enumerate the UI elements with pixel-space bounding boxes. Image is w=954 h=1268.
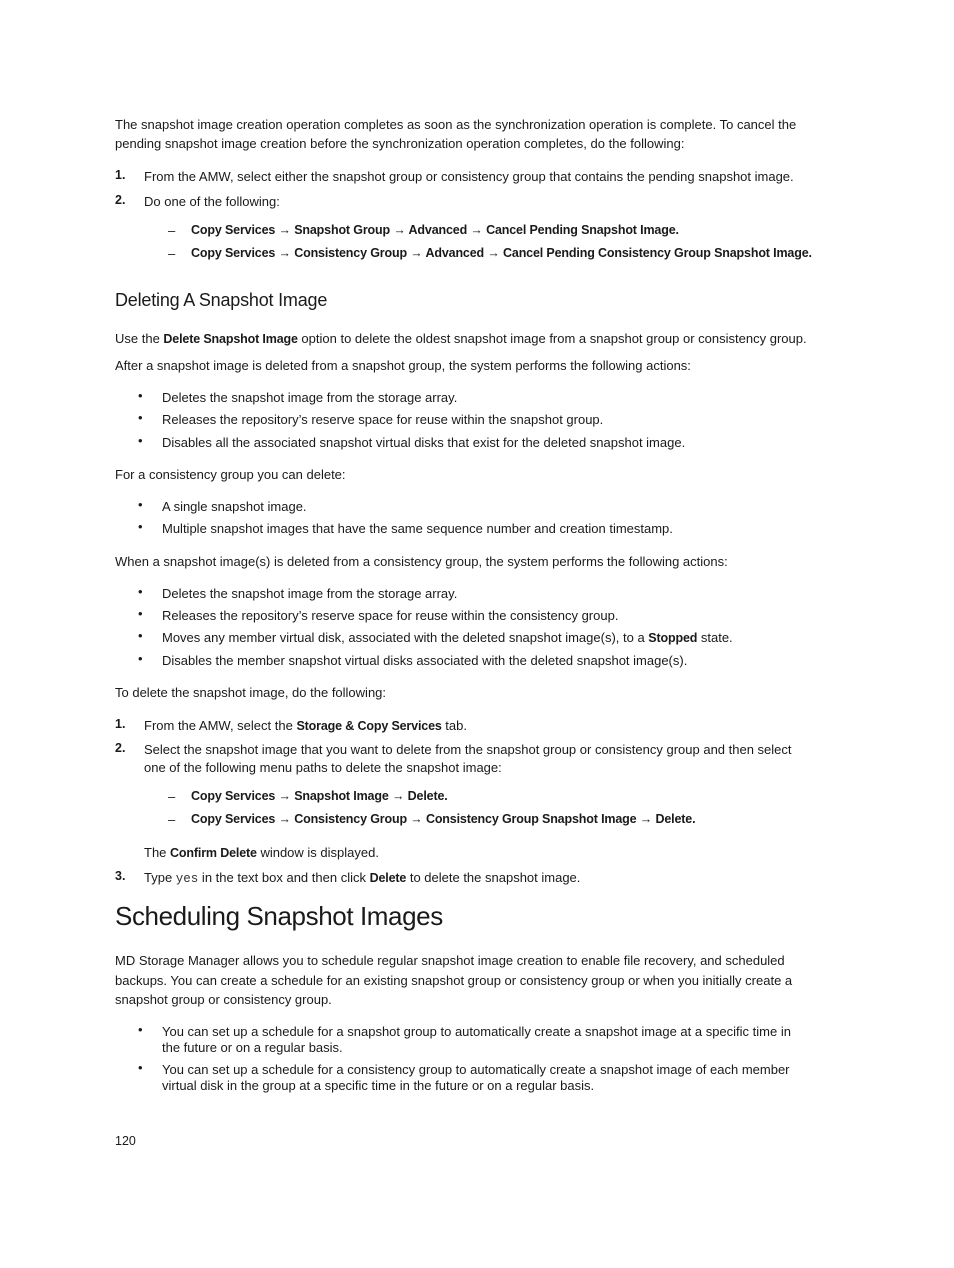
scheduling-paragraph-line-3: snapshot group or consistency group.	[115, 992, 332, 1007]
delete-step-1: From the AMW, select the Storage & Copy Services tab.	[144, 718, 467, 733]
delete-menu-path-2: Copy Services → Consistency Group → Consistency Group Snapshot Image → Delete.	[191, 812, 696, 826]
list-item: Disables all the associated snapshot virtual disks that exist for the deleted snapshot image.	[162, 435, 686, 450]
section-heading-scheduling: Scheduling Snapshot Images	[115, 901, 443, 931]
step-number: 1.	[115, 717, 126, 731]
list-item: A single snapshot image.	[162, 499, 307, 514]
page-number: 120	[115, 1134, 136, 1148]
bullet-marker: •	[138, 628, 143, 643]
intro-line-2: pending snapshot image creation before the synchronization operation completes, do the following:	[115, 136, 685, 151]
list-item: Multiple snapshot images that have the same sequence number and creation timestamp.	[162, 521, 673, 536]
list-item: Deletes the snapshot image from the storage array.	[162, 586, 458, 601]
bullet-marker: •	[138, 388, 143, 403]
list-item: virtual disk in the group at a specific time in the future or on a regular basis.	[162, 1078, 595, 1093]
list-item: Deletes the snapshot image from the storage array.	[162, 390, 458, 405]
scheduling-paragraph-line-1: MD Storage Manager allows you to schedule regular snapshot image creation to enable file recovery, and scheduled	[115, 953, 785, 968]
bullet-marker: •	[138, 410, 143, 425]
bullet-marker: •	[138, 606, 143, 621]
bullet-marker: •	[138, 519, 143, 534]
step-number: 3.	[115, 869, 126, 883]
cancel-menu-path-2: Copy Services → Consistency Group → Advanced → Cancel Pending Consistency Group Snapshot Image.	[191, 246, 812, 260]
list-item: Releases the repository’s reserve space for reuse within the snapshot group.	[162, 412, 604, 427]
cancel-step-2: Do one of the following:	[144, 194, 280, 209]
step-number: 2.	[115, 741, 126, 755]
cg-actions-intro: When a snapshot image(s) is deleted from a consistency group, the system performs the following actions:	[115, 554, 728, 569]
list-item: Releases the repository’s reserve space for reuse within the consistency group.	[162, 608, 619, 623]
section-heading-deleting: Deleting A Snapshot Image	[115, 290, 328, 310]
cg-intro: For a consistency group you can delete:	[115, 467, 346, 482]
delete-step-2-line-2: one of the following menu paths to delete the snapshot image:	[144, 760, 502, 775]
after-paragraph: After a snapshot image is deleted from a snapshot group, the system performs the following actions:	[115, 358, 691, 373]
delete-menu-path-1: Copy Services → Snapshot Image → Delete.	[191, 789, 448, 803]
intro-line-1: The snapshot image creation operation completes as soon as the synchronization operation is complete. To cancel the	[115, 117, 797, 132]
bullet-marker: •	[138, 1060, 143, 1075]
list-item: You can set up a schedule for a consistency group to automatically create a snapshot image of each member	[162, 1062, 790, 1077]
dash-marker: –	[168, 789, 176, 804]
delete-step-2-line-1: Select the snapshot image that you want to delete from the snapshot group or consistency group and then select	[144, 742, 792, 757]
step-number: 1.	[115, 168, 126, 182]
delete-step-3: Type yes in the text box and then click Delete to delete the snapshot image.	[144, 870, 581, 886]
cancel-step-1: From the AMW, select either the snapshot group or consistency group that contains the pending snapshot image.	[144, 169, 794, 184]
list-item: Disables the member snapshot virtual disks associated with the deleted snapshot image(s).	[162, 653, 688, 668]
list-item: the future or on a regular basis.	[162, 1040, 343, 1055]
scheduling-paragraph-line-2: backups. You can create a schedule for an existing snapshot group or consistency group or when you initially create a	[115, 973, 793, 988]
dash-marker: –	[168, 812, 176, 827]
bullet-marker: •	[138, 497, 143, 512]
todo-paragraph: To delete the snapshot image, do the following:	[115, 685, 387, 700]
confirm-paragraph: The Confirm Delete window is displayed.	[144, 845, 379, 860]
bullet-marker: •	[138, 433, 143, 448]
cancel-menu-path-1: Copy Services → Snapshot Group → Advanced → Cancel Pending Snapshot Image.	[191, 223, 679, 237]
list-item: You can set up a schedule for a snapshot group to automatically create a snapshot image at a specific time in	[162, 1024, 791, 1039]
dash-marker: –	[168, 223, 176, 238]
bullet-marker: •	[138, 584, 143, 599]
bullet-marker: •	[138, 651, 143, 666]
use-paragraph: Use the Delete Snapshot Image option to delete the oldest snapshot image from a snapshot group or consistency group.	[115, 331, 807, 346]
dash-marker: –	[168, 246, 176, 261]
bullet-marker: •	[138, 1022, 143, 1037]
list-item: Moves any member virtual disk, associated with the deleted snapshot image(s), to a Stopped state.	[162, 630, 733, 645]
step-number: 2.	[115, 193, 126, 207]
